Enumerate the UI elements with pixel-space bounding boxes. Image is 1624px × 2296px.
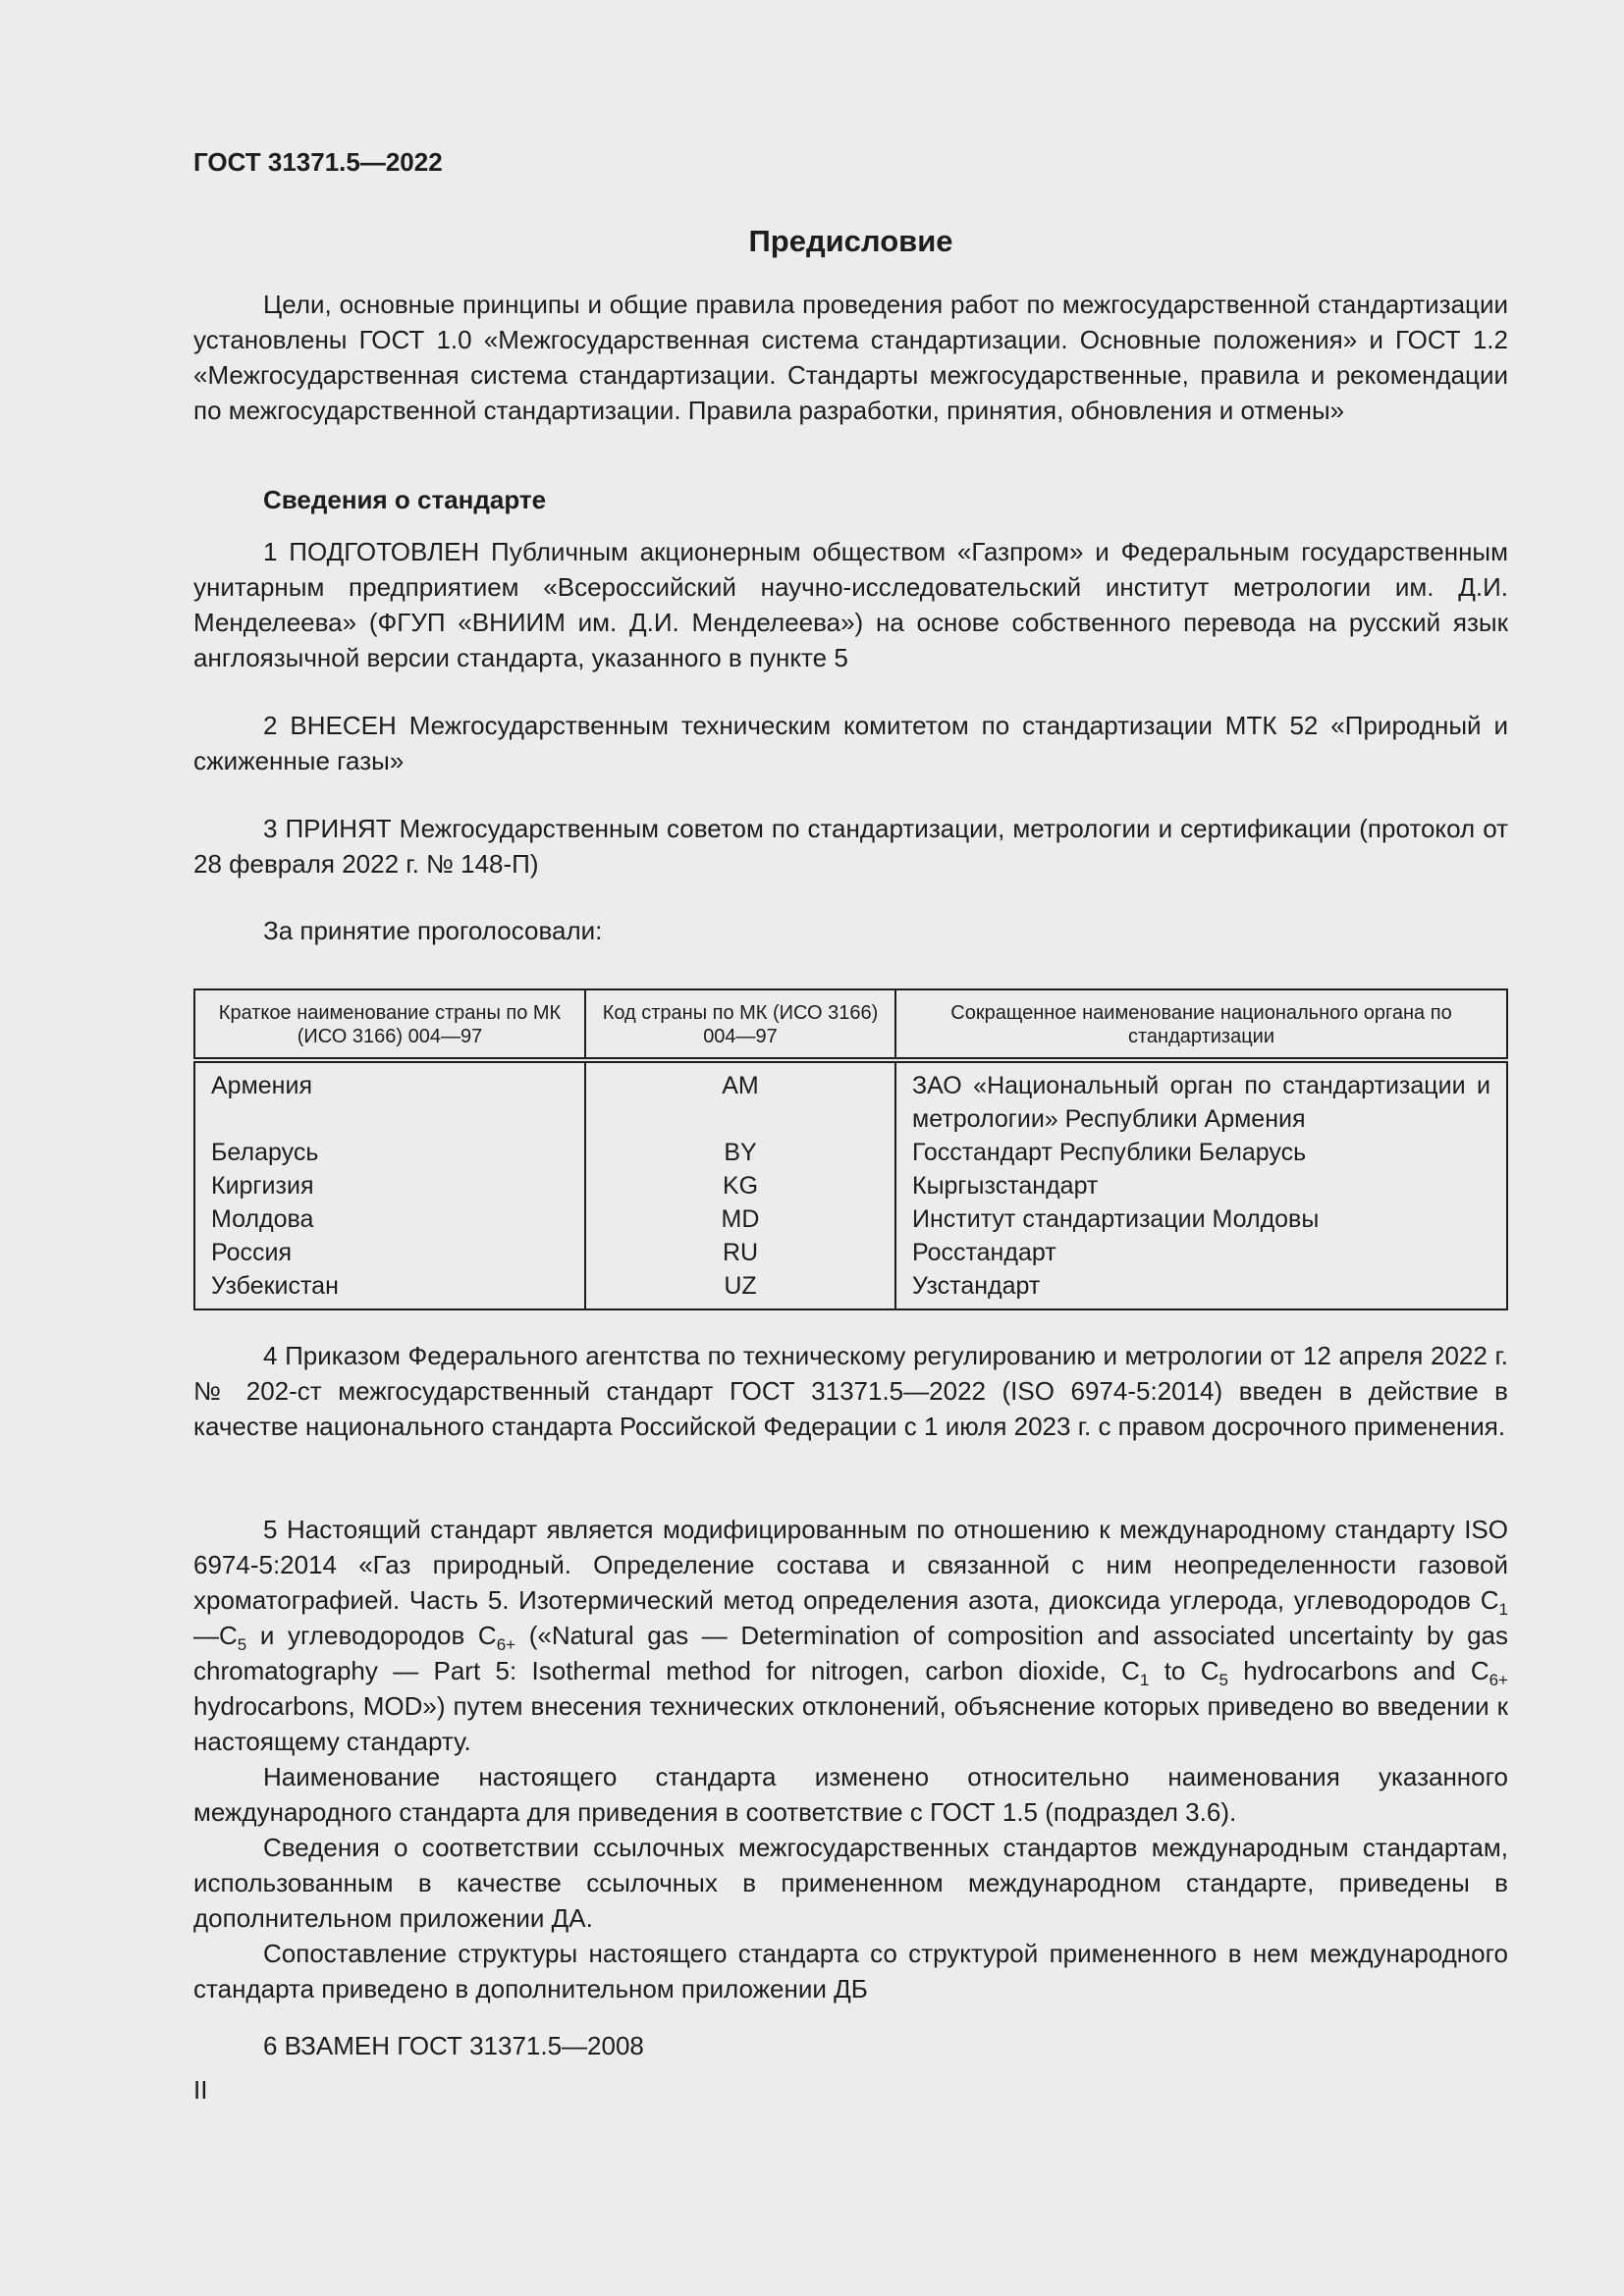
table-row	[194, 1236, 1507, 1269]
table-row	[194, 1136, 1507, 1169]
table-row	[194, 1202, 1507, 1236]
country-cell: Узбекистан	[194, 1269, 585, 1309]
code-cell: KG	[585, 1169, 895, 1202]
voted-label: За принятие проголосовали:	[263, 916, 603, 945]
table-row	[194, 1269, 1507, 1309]
table-row	[194, 1060, 1507, 1136]
country-cell: Беларусь	[194, 1136, 585, 1169]
table-row	[194, 1169, 1507, 1202]
body-cell: Узстандарт	[895, 1269, 1507, 1309]
table-header-code: Код страны по МК (ИСО 3166) 004—97	[585, 989, 895, 1060]
body-cell: Госстандарт Республики Беларусь	[895, 1136, 1507, 1169]
code-cell: BY	[585, 1136, 895, 1169]
item-3-paragraph: 3 ПРИНЯТ Межгосударственным советом по стандартизации, метрологии и сертификации (протокол от 28 февраля 2022 г. № 148-П)	[193, 814, 1508, 879]
body-cell: Институт стандартизации Молдовы	[895, 1202, 1507, 1236]
table-header-body: Сокращенное наименование национального органа по стандартизации	[895, 989, 1507, 1060]
item-5-paragraph-4: Сопоставление структуры настоящего стандарта со структурой примененного в нем международного стандарта приведено в дополнительном приложении ДБ	[193, 1939, 1508, 2003]
item-2-paragraph: 2 ВНЕСЕН Межгосударственным техническим комитетом по стандартизации МТК 52 «Природный и сжиженные газы»	[193, 711, 1508, 775]
item-1-paragraph: 1 ПОДГОТОВЛЕН Публичным акционерным обществом «Газпром» и Федеральным государственным унитарным предприятием «Всероссийский научно-исследовательский институт метрологии им. Д.И. Менделеева» (ФГУП «ВНИИМ им. Д.И. Менделеева») на основе собственного перевода на русский язык англоязычной версии стандарта, указанного в пункте 5	[193, 537, 1508, 672]
body-cell: Кыргызстандарт	[895, 1169, 1507, 1202]
page-title: Предисловие	[748, 224, 953, 258]
intro-paragraph: Цели, основные принципы и общие правила проведения работ по межгосударственной стандартизации установлены ГОСТ 1.0 «Межгосударственная система стандартизации. Основные положения» и ГОСТ 1.2 «Межгосударственная система стандартизации. Стандарты межгосударственные, правила и рекомендации по межгосударственной стандартизации. Правила разработки, принятия, обновления и отмены»	[193, 290, 1508, 425]
page-number: II	[193, 2075, 208, 2105]
table-header-row	[194, 989, 1507, 1060]
country-cell: Молдова	[194, 1202, 585, 1236]
country-cell: Киргизия	[194, 1169, 585, 1202]
code-cell: AM	[585, 1060, 895, 1136]
item-5-paragraph-3: Сведения о соответствии ссылочных межгосударственных стандартов международным стандартам, использованным в качестве ссылочных в примененном международном стандарте, приведены в дополнительном приложении ДА.	[193, 1833, 1508, 1933]
voting-table	[193, 988, 1508, 1310]
country-cell: Армения	[194, 1060, 585, 1136]
code-cell: UZ	[585, 1269, 895, 1309]
item-4-paragraph: 4 Приказом Федерального агентства по техническому регулированию и метрологии от 12 апреля 2022 г. № 202-ст межгосударственный стандарт ГОСТ 31371.5—2022 (ISO 6974-5:2014) введен в действие в качестве национального стандарта Российской Федерации с 1 июля 2023 г. с правом досрочного применения.	[193, 1341, 1508, 1441]
item-6-paragraph: 6 ВЗАМЕН ГОСТ 31371.5—2008	[263, 2031, 644, 2060]
item-5-paragraph-1: 5 Настоящий стандарт является модифицированным по отношению к международному стандарту ISO 6974-5:2014 «Газ природный. Определение состава и связанной с ним неопределенности газовой хроматографией. Часть 5. Изотермический метод определения азота, диоксида углерода, углеводородов $C_1—C_5$ и углеводородов $C_{6+}$ («Natural gas — Determination of composition and associated uncertainty by gas chromatography — Part 5: Isothermal method for nitrogen, carbon dioxide, $C_1$ to $C_5$ hydrocarbons and $C_{6+}$ hydrocarbons, MOD») путем внесения технических отклонений, объяснение которых приведено во введении к настоящему стандарту.	[193, 1515, 1508, 1756]
code-cell: MD	[585, 1202, 895, 1236]
code-cell: RU	[585, 1236, 895, 1269]
document-code: ГОСТ 31371.5—2022	[193, 147, 443, 177]
info-heading: Сведения о стандарте	[263, 485, 547, 514]
body-cell: Росстандарт	[895, 1236, 1507, 1269]
item-5-paragraph-2: Наименование настоящего стандарта изменено относительно наименования указанного международного стандарта для приведения в соответствие с ГОСТ 1.5 (подраздел 3.6).	[193, 1762, 1508, 1827]
country-cell: Россия	[194, 1236, 585, 1269]
table-header-country: Краткое наименование страны по МК (ИСО 3166) 004—97	[194, 989, 585, 1060]
body-cell: ЗАО «Национальный орган по стандартизации и метрологии» Республики Армения	[895, 1060, 1507, 1136]
